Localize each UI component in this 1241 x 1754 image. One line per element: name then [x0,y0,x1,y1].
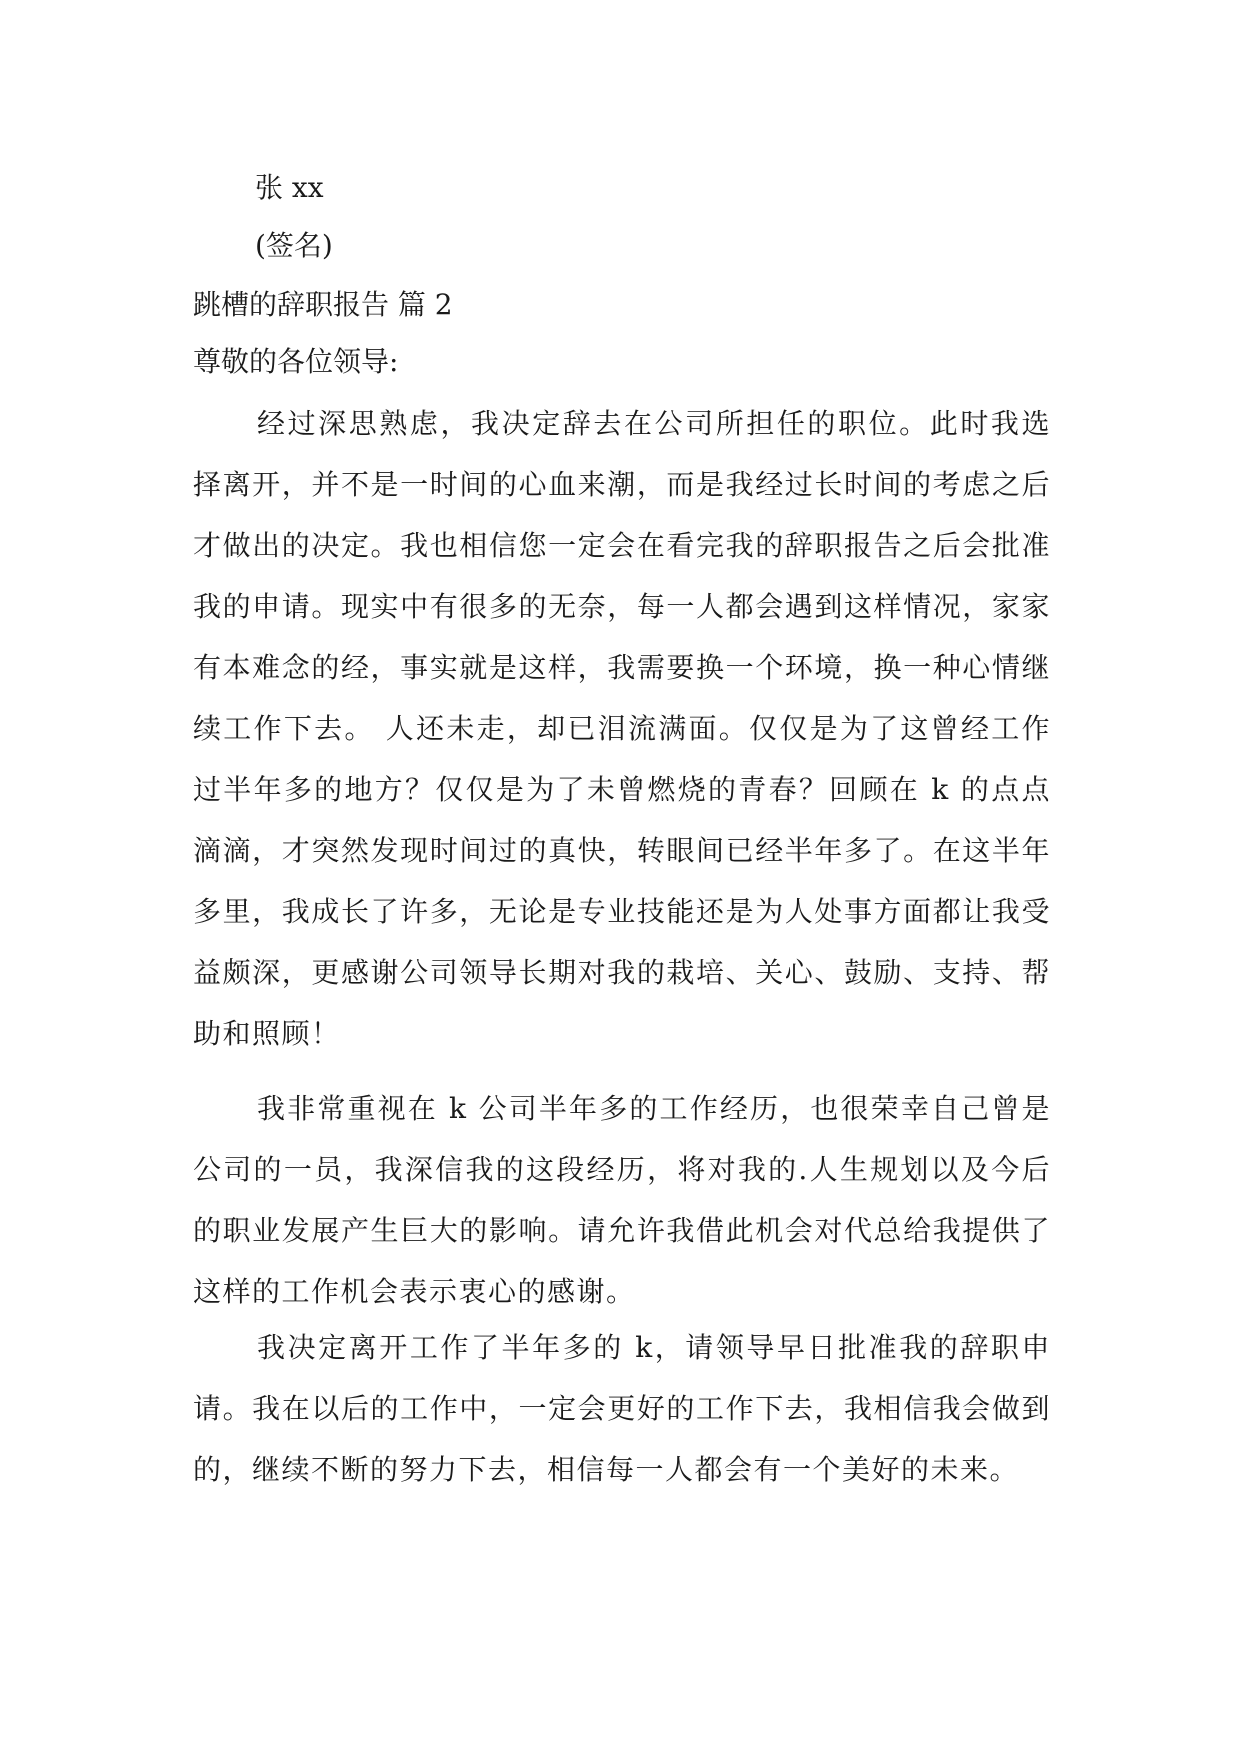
paragraph-1 [193,393,1051,1064]
paragraph-text: 我决定离开工作了半年多的 k，请领导早日批准我的辞职申请。我在以后的工作中，一定会更好的工作下去，我相信我会做到的，继续不断的努力下去，相信每一人都会有一个美好的未来。 [193,1331,1051,1486]
paragraph-text: 我非常重视在 k 公司半年多的工作经历，也很荣幸自己曾是公司的一员，我深信我的这段经历，将对我的.人生规划以及今后的职业发展产生巨大的影响。请允许我借此机会对代总给我提供了这样的工作机会表示衷心的感谢。 [193,1092,1051,1308]
salutation: 尊敬的各位领导: [193,345,399,378]
paragraph-2 [193,1078,1051,1322]
paragraph-3 [193,1317,1051,1500]
paragraph-text: 经过深思熟虑，我决定辞去在公司所担任的职位。此时我选择离开，并不是一时间的心血来潮，而是我经过长时间的考虑之后才做出的决定。我也相信您一定会在看完我的辞职报告之后会批准我的申请。现实中有很多的无奈，每一人都会遇到这样情况，家家有本难念的经，事实就是这样，我需要换一个环境，换一种心情继续工作下去。 人还未走，却已泪流满面。仅仅是为了这曾经工作过半年多的地方？仅仅是为了未曾燃烧的青春？回顾在 k 的点点滴滴，才突然发现时间过的真快，转眼间已经半年多了。在这半年多里，我成长了许多，无论是专业技能还是为人处事方面都让我受益颇深，更感谢公司领导长期对我的栽培、关心、鼓励、支持、帮助和照顾！ [193,407,1051,1050]
signer-name: 张 xx [255,171,324,204]
signature-label: (签名) [255,229,333,262]
section-title: 跳槽的辞职报告 篇 2 [193,288,453,321]
